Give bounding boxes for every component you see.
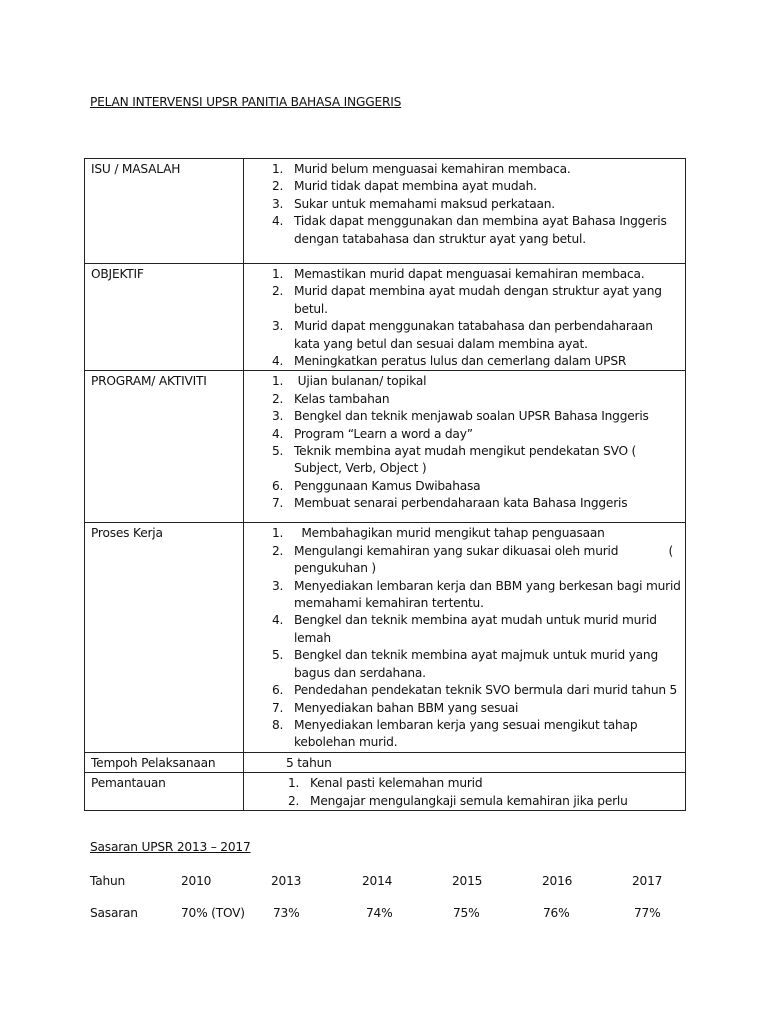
target-section-title: Sasaran UPSR 2013 – 2017 (90, 840, 251, 854)
list-item: 1. Memastikan murid dapat menguasai kemahiran membaca. (272, 267, 645, 281)
row-label: Proses Kerja (85, 523, 244, 752)
row-content (244, 752, 686, 772)
intervention-plan-table (84, 158, 686, 811)
list-item: 2. Kelas tambahan (272, 391, 390, 406)
target-cell: 76% (543, 906, 570, 920)
row-label: Pemantauan (85, 773, 244, 811)
list-item: 4. Meningkatkan peratus lulus dan cemerlang dalam UPSR (272, 354, 627, 369)
list-item: 8. Menyediakan lembaran kerja yang sesuai mengikut tahap kebolehan murid. (272, 717, 638, 750)
issue-list (250, 161, 681, 248)
list-item: 4. Tidak dapat menggunakan dan membina ayat Bahasa Inggeris dengan tatabahasa dan struktur ayat yang betul. (272, 214, 667, 246)
list-item: 4. Program “Learn a word a day” (272, 426, 473, 441)
list-item: 7. Menyediakan bahan BBM yang sesuai (272, 700, 519, 715)
list-item: 1. Kenal pasti kelemahan murid (288, 776, 483, 791)
target-row (0, 906, 768, 924)
target-cell: 77% (634, 906, 661, 920)
objective-list (250, 266, 681, 370)
year-cell: 2016 (542, 874, 573, 888)
table-row-proses-kerja (85, 523, 686, 752)
year-row-label: Tahun (90, 874, 126, 888)
monitoring-list (250, 775, 681, 810)
list-item: 6. Pendedahan pendekatan teknik SVO bermula dari murid tahun 5 (272, 683, 678, 698)
list-item: 6. Penggunaan Kamus Dwibahasa (272, 478, 481, 493)
year-cell: 2014 (362, 874, 393, 888)
row-content (244, 523, 686, 752)
activity-list (250, 373, 681, 512)
table-row-tempoh-pelaksanaan (85, 752, 686, 772)
year-cell: 2010 (181, 874, 212, 888)
list-item: 2. Murid dapat membina ayat mudah dengan struktur ayat yang betul. (272, 284, 662, 316)
target-cell: 70% (TOV) (181, 906, 245, 920)
row-label: ISU / MASALAH (85, 159, 244, 264)
list-item: 3. Bengkel dan teknik menjawab soalan UPSR Bahasa Inggeris (272, 409, 649, 424)
list-item: 4. Bengkel dan teknik membina ayat mudah untuk murid murid lemah (272, 613, 657, 645)
list-item: 5. Teknik membina ayat mudah mengikut pendekatan SVO ( Subject, Verb, Object ) (272, 444, 637, 476)
row-content (244, 264, 686, 371)
list-item: 1. Murid belum menguasai kemahiran membaca. (272, 162, 571, 176)
target-cell: 74% (366, 906, 393, 920)
row-content (244, 371, 686, 523)
list-item: 7. Membuat senarai perbendaharaan kata Bahasa Inggeris (272, 496, 628, 511)
target-row-label: Sasaran (90, 906, 138, 920)
target-cell: 75% (453, 906, 480, 920)
target-cell: 73% (273, 906, 300, 920)
table-row-pemantauan (85, 773, 686, 811)
document-title: PELAN INTERVENSI UPSR PANITIA BAHASA INGGERIS (90, 95, 402, 109)
list-item: 1. Ujian bulanan/ topikal (272, 374, 427, 389)
table-row-program-aktiviti (85, 371, 686, 523)
process-list (250, 525, 681, 751)
row-label: PROGRAM/ AKTIVITI (85, 371, 244, 523)
row-content (244, 159, 686, 264)
year-cell: 2017 (632, 874, 663, 888)
duration-value: 5 tahun (286, 755, 332, 770)
list-item: 2. Murid tidak dapat membina ayat mudah. (272, 179, 537, 194)
list-item: 2. Mengajar mengulangkaji semula kemahiran jika perlu (288, 793, 628, 808)
table-row-objektif (85, 264, 686, 371)
list-item: 3. Menyediakan lembaran kerja dan BBM yang berkesan bagi murid memahami kemahiran tertentu. (272, 578, 681, 611)
year-cell: 2013 (271, 874, 302, 888)
list-item: 3. Murid dapat menggunakan tatabahasa dan perbendaharaan kata yang betul dan sesuai dalam membina ayat. (272, 319, 653, 351)
row-content (244, 773, 686, 811)
table-row-isu-masalah (85, 159, 686, 264)
year-row (0, 874, 768, 892)
row-label: Tempoh Pelaksanaan (85, 752, 244, 772)
list-item: 3. Sukar untuk memahami maksud perkataan. (272, 196, 555, 211)
row-label: OBJEKTIF (85, 264, 244, 371)
list-item: 5. Bengkel dan teknik membina ayat majmuk untuk murid yang bagus dan serdahana. (272, 648, 658, 680)
list-item: 1. Membahagikan murid mengikut tahap penguasaan (272, 526, 605, 541)
list-item: 2. Mengulangi kemahiran yang sukar dikuasai oleh murid ( pengukuhan ) (272, 543, 673, 576)
year-cell: 2015 (452, 874, 483, 888)
